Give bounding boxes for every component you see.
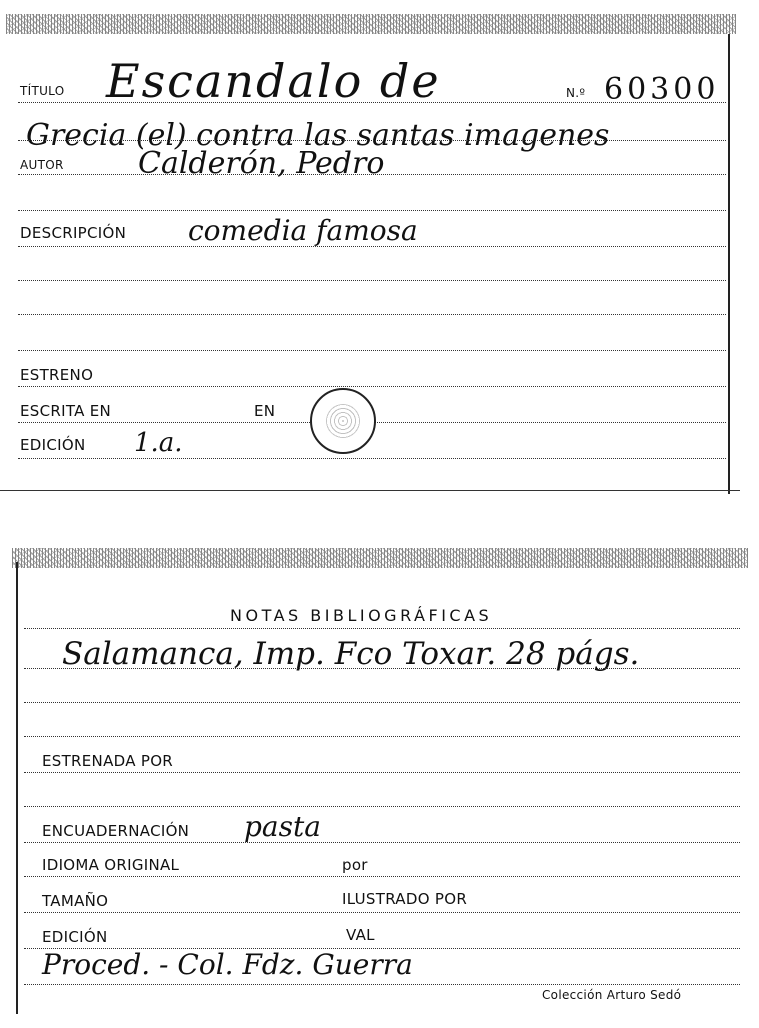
autor-value: Calderón, Pedro (138, 146, 385, 181)
estreno-label: ESTRENO (20, 366, 94, 384)
encuadernacion-label: ENCUADERNACIÓN (42, 822, 190, 840)
card-edge-texture (6, 14, 736, 34)
notas-rule-1 (24, 628, 740, 629)
catalog-card-back (12, 548, 748, 1018)
descripcion-label: DESCRIPCIÓN (20, 224, 127, 242)
card-bottom-border (0, 490, 740, 491)
notas-rule-4 (24, 736, 740, 737)
blank-rule-5 (24, 806, 740, 807)
notas-rule-2 (24, 668, 740, 669)
estreno-rule (18, 386, 726, 387)
autor-label: AUTOR (20, 158, 64, 172)
idioma-rule (24, 876, 740, 877)
encuadernacion-rule (24, 842, 740, 843)
numero-label: N.º (566, 86, 586, 100)
idioma-original-label: IDIOMA ORIGINAL (42, 856, 180, 874)
autor-rule (18, 174, 726, 175)
estrenada-rule (24, 772, 740, 773)
catalog-card-front (6, 14, 736, 490)
edicion-back-label: EDICIÓN (42, 928, 108, 946)
blank-rule-4 (18, 350, 726, 351)
card-edge-texture (12, 548, 748, 568)
edicion-rule (18, 458, 726, 459)
titulo-label: TÍTULO (20, 84, 65, 98)
tamano-rule (24, 912, 740, 913)
escrita-en-label: ESCRITA EN (20, 402, 112, 420)
descripcion-value: comedia famosa (188, 214, 418, 247)
descripcion-rule (18, 246, 726, 247)
numero-value: 60300 (604, 72, 720, 107)
en-label: EN (254, 402, 276, 420)
blank-rule-2 (18, 280, 726, 281)
valor-label: VAL (346, 926, 375, 944)
library-stamp-icon (310, 388, 376, 454)
edicion-value: 1.a. (134, 428, 183, 458)
titulo-value-line2: Grecia (el) contra las santas imagenes (26, 118, 610, 153)
ilustrado-por-label: ILUSTRADO POR (342, 890, 468, 908)
procedencia-rule (24, 984, 740, 985)
notas-rule-3 (24, 702, 740, 703)
card-right-border (728, 34, 730, 494)
estrenada-por-label: ESTRENADA POR (42, 752, 174, 770)
procedencia-value: Proced. - Col. Fdz. Guerra (42, 948, 413, 981)
notas-value: Salamanca, Imp. Fco Toxar. 28 págs. (62, 636, 640, 672)
blank-rule-3 (18, 314, 726, 315)
titulo-rule-2 (18, 140, 726, 141)
por-label: por (342, 856, 368, 874)
blank-rule-1 (18, 210, 726, 211)
coleccion-footer: Colección Arturo Sedó (542, 988, 682, 1002)
encuadernacion-value: pasta (244, 810, 321, 843)
edicion-label: EDICIÓN (20, 436, 86, 454)
tamano-label: TAMAÑO (42, 892, 109, 910)
titulo-rule (18, 102, 726, 103)
titulo-value-line1: Escandalo de (106, 54, 441, 108)
notas-bibliograficas-title: NOTAS BIBLIOGRÁFICAS (230, 606, 493, 625)
card-left-border (16, 562, 18, 1014)
